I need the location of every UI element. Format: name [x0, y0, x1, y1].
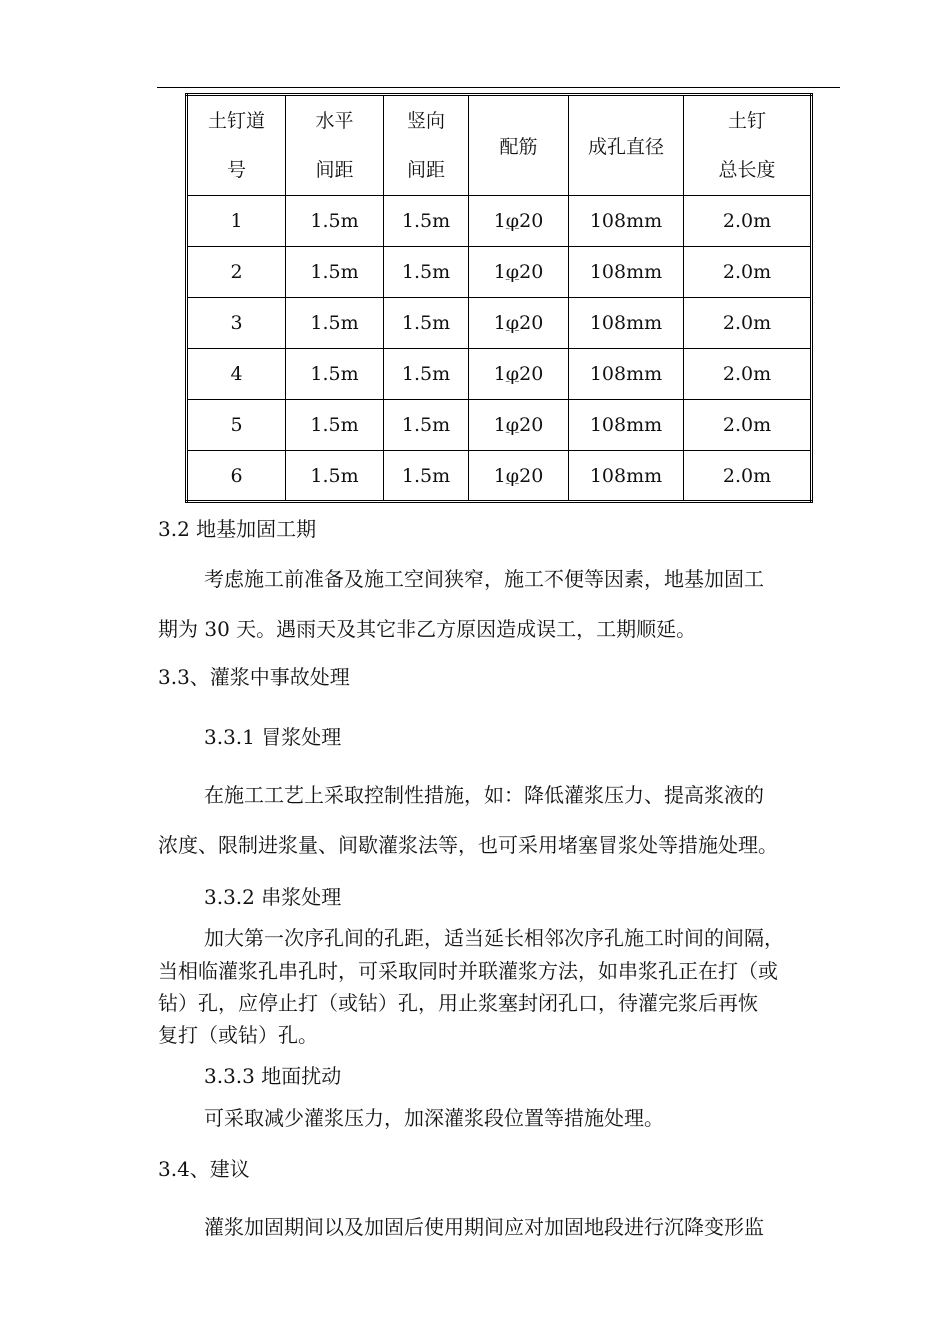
cell-vertical-spacing: 1.5m — [384, 400, 469, 451]
header-cell-total-length: 土钉 总长度 — [684, 95, 812, 196]
rebar-symbol: φ — [505, 210, 520, 232]
cell-horizontal-spacing: 1.5m — [286, 298, 384, 349]
cell-hole-diameter: 108mm — [569, 349, 684, 400]
cell-hole-diameter: 108mm — [569, 298, 684, 349]
rebar-symbol: φ — [505, 414, 520, 436]
table-row — [187, 400, 812, 451]
cell-reinforcement: 1φ20 — [469, 349, 569, 400]
cell-nail-no: 5 — [187, 400, 286, 451]
paragraph-line: 在施工工艺上采取控制性措施，如：降低灌浆压力、提高浆液的 — [204, 783, 764, 807]
cell-hole-diameter: 108mm — [569, 196, 684, 247]
soil-nail-table — [185, 93, 813, 503]
header-cell-horizontal-spacing: 水平 间距 — [286, 95, 384, 196]
cell-reinforcement: 1φ20 — [469, 196, 569, 247]
section-heading-3-2: 3.2 地基加固工期 — [158, 517, 317, 541]
header-cell-hole-diameter: 成孔直径 — [569, 95, 684, 196]
table-row — [187, 451, 812, 502]
cell-hole-diameter: 108mm — [569, 400, 684, 451]
table-row — [187, 349, 812, 400]
header-cell-nail-no: 土钉道 号 — [187, 95, 286, 196]
cell-reinforcement: 1φ20 — [469, 247, 569, 298]
table-header-row — [187, 95, 812, 196]
table-row — [187, 196, 812, 247]
paragraph-line: 加大第一次序孔间的孔距，适当延长相邻次序孔施工时间的间隔， — [204, 926, 784, 950]
cell-vertical-spacing: 1.5m — [384, 298, 469, 349]
paragraph-line: 钻）孔，应停止打（或钻）孔，用止浆塞封闭孔口，待灌完浆后再恢 — [158, 991, 758, 1015]
body-text — [158, 508, 858, 1268]
paragraph-line: 灌浆加固期间以及加固后使用期间应对加固地段进行沉降变形监 — [204, 1215, 764, 1239]
header-rule — [157, 87, 840, 88]
subsection-heading-3-3-1: 3.3.1 冒浆处理 — [204, 725, 342, 749]
cell-nail-no: 6 — [187, 451, 286, 502]
cell-horizontal-spacing: 1.5m — [286, 451, 384, 502]
subsection-heading-3-3-2: 3.3.2 串浆处理 — [204, 885, 342, 909]
header-cell-reinforcement: 配筋 — [469, 95, 569, 196]
cell-horizontal-spacing: 1.5m — [286, 400, 384, 451]
cell-horizontal-spacing: 1.5m — [286, 247, 384, 298]
cell-horizontal-spacing: 1.5m — [286, 196, 384, 247]
cell-hole-diameter: 108mm — [569, 247, 684, 298]
cell-horizontal-spacing: 1.5m — [286, 349, 384, 400]
table-row — [187, 247, 812, 298]
section-heading-3-4: 3.4、建议 — [158, 1157, 250, 1181]
cell-reinforcement: 1φ20 — [469, 298, 569, 349]
cell-vertical-spacing: 1.5m — [384, 196, 469, 247]
paragraph-line: 复打（或钻）孔。 — [158, 1023, 318, 1047]
paragraph-line: 当相临灌浆孔串孔时，可采取同时并联灌浆方法，如串浆孔正在打（或 — [158, 959, 778, 983]
cell-total-length: 2.0m — [684, 298, 812, 349]
cell-nail-no: 3 — [187, 298, 286, 349]
paragraph-line: 可采取减少灌浆压力，加深灌浆段位置等措施处理。 — [204, 1106, 664, 1130]
cell-total-length: 2.0m — [684, 196, 812, 247]
table-row — [187, 298, 812, 349]
cell-nail-no: 4 — [187, 349, 286, 400]
rebar-symbol: φ — [505, 464, 520, 487]
rebar-symbol: φ — [505, 363, 520, 385]
cell-total-length: 2.0m — [684, 349, 812, 400]
header-cell-vertical-spacing: 竖向 间距 — [384, 95, 469, 196]
cell-nail-no: 2 — [187, 247, 286, 298]
cell-total-length: 2.0m — [684, 247, 812, 298]
section-heading-3-3: 3.3、灌浆中事故处理 — [158, 665, 350, 689]
cell-reinforcement: 1φ20 — [469, 400, 569, 451]
rebar-symbol: φ — [505, 261, 520, 283]
cell-nail-no: 1 — [187, 196, 286, 247]
cell-hole-diameter: 108mm — [569, 451, 684, 502]
cell-total-length: 2.0m — [684, 451, 812, 502]
cell-vertical-spacing: 1.5m — [384, 349, 469, 400]
cell-reinforcement: 1φ20 — [469, 451, 569, 502]
paragraph-line: 浓度、限制进浆量、间歇灌浆法等，也可采用堵塞冒浆处等措施处理。 — [158, 833, 778, 857]
cell-vertical-spacing: 1.5m — [384, 451, 469, 502]
paragraph-line: 期为 30 天。遇雨天及其它非乙方原因造成误工，工期顺延。 — [158, 617, 697, 641]
paragraph-line: 考虑施工前准备及施工空间狭窄，施工不便等因素，地基加固工 — [204, 567, 764, 591]
cell-vertical-spacing: 1.5m — [384, 247, 469, 298]
subsection-heading-3-3-3: 3.3.3 地面扰动 — [204, 1064, 342, 1088]
cell-total-length: 2.0m — [684, 400, 812, 451]
rebar-symbol: φ — [505, 312, 520, 334]
